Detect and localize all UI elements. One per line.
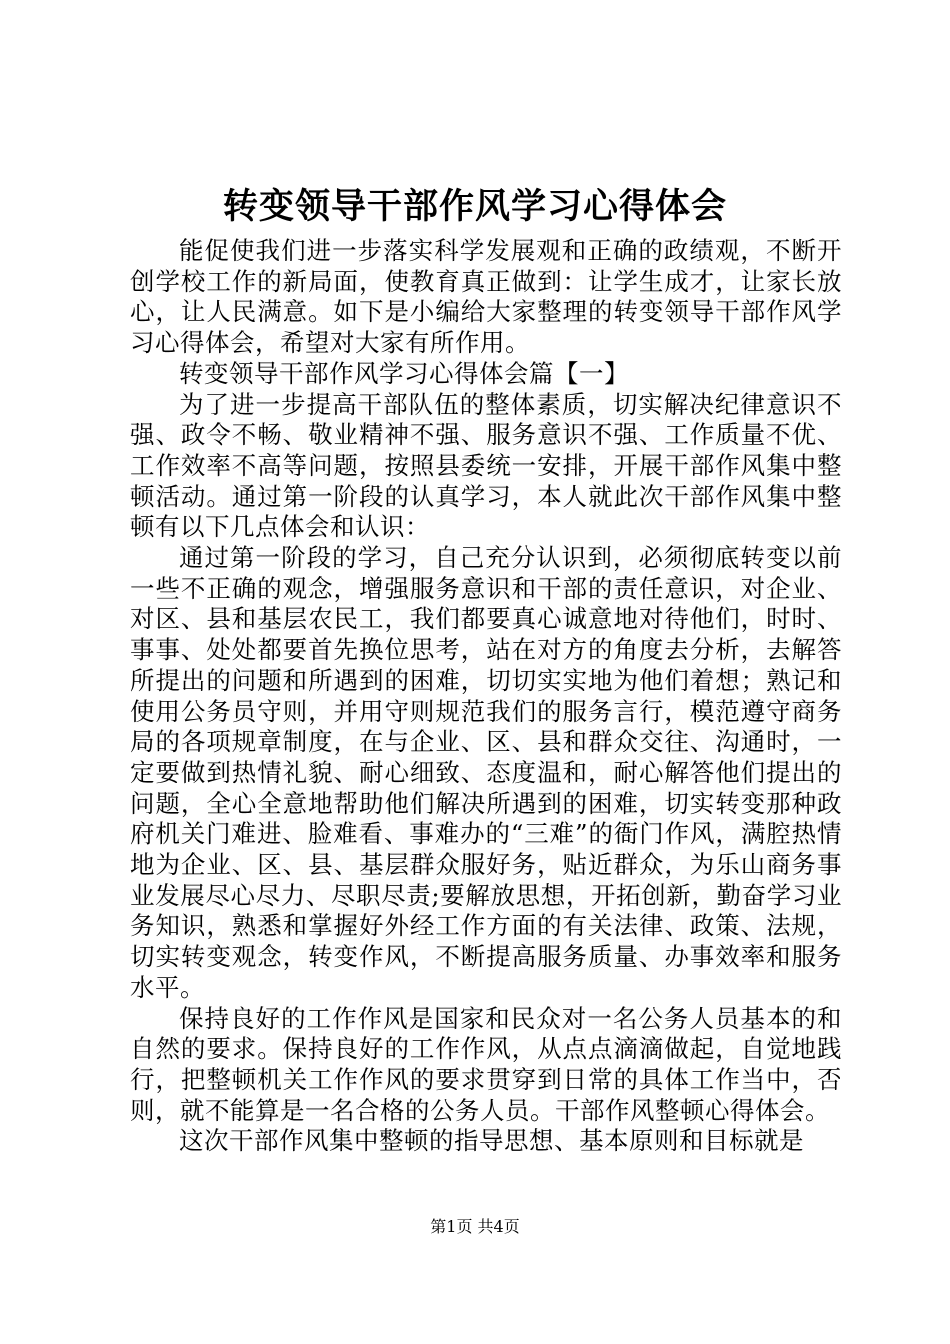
page-number-footer: 第1页 共4页 xyxy=(430,1217,520,1236)
paragraph: 保持良好的工作作风是国家和民众对一名公务人员基本的和自然的要求。保持良好的工作作风，从点点滴滴做起，自觉地践行，把整顿机关工作作风的要求贯穿到日常的具体工作当中，否则，就不能算是一名合格的公务人员。干部作风整顿心得体会。 xyxy=(130,1003,842,1125)
section-heading: 转变领导干部作风学习心得体会篇【一】 xyxy=(179,358,629,388)
document-body xyxy=(130,236,842,1157)
paragraph: 这次干部作风集中整顿的指导思想、基本原则和目标就是 xyxy=(179,1126,804,1156)
paragraph-intro: 能促使我们进一步落实科学发展观和正确的政绩观，不断开创学校工作的新局面，使教育真正做到：让学生成才，让家长放心，让人民满意。如下是小编给大家整理的转变领导干部作风学习心得体会，希望对大家有所作用。 xyxy=(130,236,842,358)
document-title: 转变领导干部作风学习心得体会 xyxy=(222,186,727,227)
paragraph: 为了进一步提高干部队伍的整体素质，切实解决纪律意识不强、政令不畅、敬业精神不强、服务意识不强、工作质量不优、工作效率不高等问题，按照县委统一安排，开展干部作风集中整顿活动。通过第一阶段的认真学习，本人就此次干部作风集中整顿有以下几点体会和认识： xyxy=(130,389,842,542)
paragraph: 通过第一阶段的学习，自己充分认识到，必须彻底转变以前一些不正确的观念，增强服务意识和干部的责任意识，对企业、对区、县和基层农民工，我们都要真心诚意地对待他们，时时、事事、处处都要首先换位思考，站在对方的角度去分析，去解答所提出的问题和所遇到的困难，切切实实地为他们着想；熟记和使用公务员守则，并用守则规范我们的服务言行，模范遵守商务局的各项规章制度，在与企业、区、县和群众交往、沟通时，一定要做到热情礼貌、耐心细致、态度温和，耐心解答他们提出的问题，全心全意地帮助他们解决所遇到的困难，切实转变那种政府机关门难进、脸难看、事难办的“三难”的衙门作风，满腔热情地为企业、区、县、基层群众服好务，贴近群众，为乐山商务事业发展尽心尽力、尽职尽责;要解放思想，开拓创新，勤奋学习业务知识，熟悉和掌握好外经工作方面的有关法律、政策、法规，切实转变观念，转变作风，不断提高服务质量、办事效率和服务水平。 xyxy=(130,543,842,1002)
